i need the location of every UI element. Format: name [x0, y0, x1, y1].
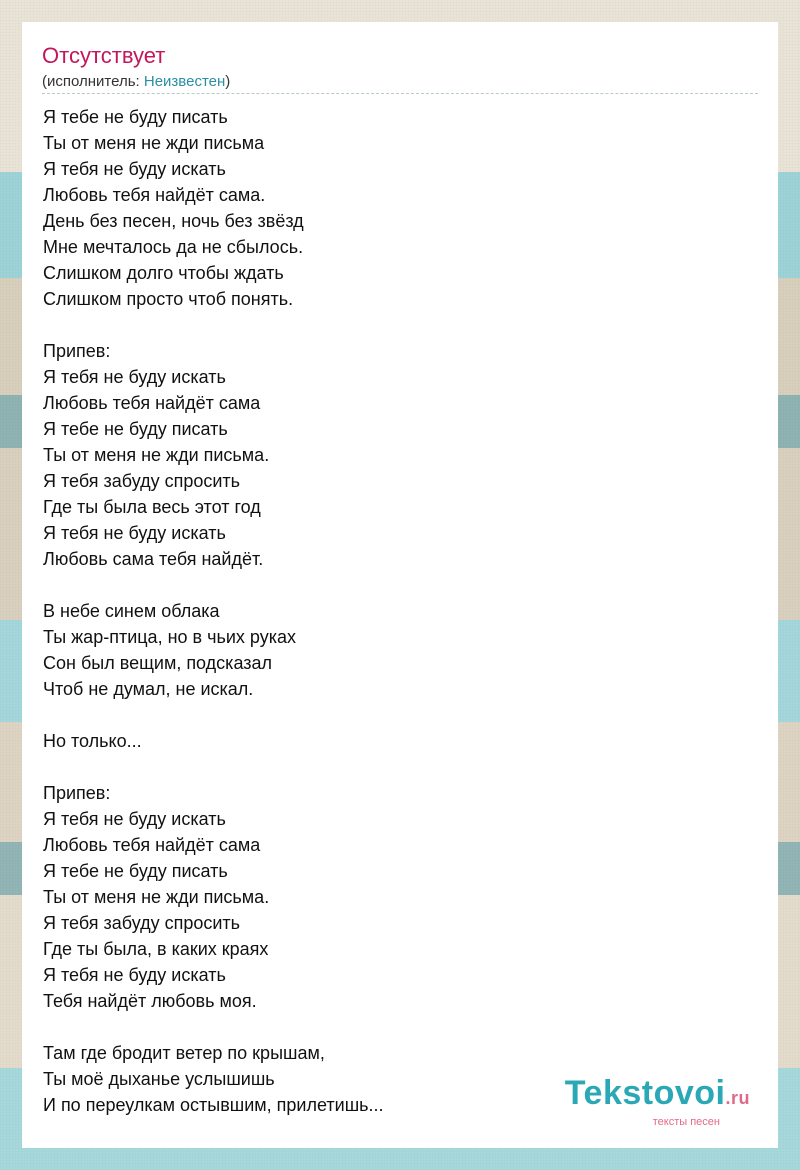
song-title: Отсутствует [42, 43, 166, 68]
lyric-line: Ты от меня не жди письма. [43, 445, 270, 465]
lyric-line: Я тебе не буду писать [43, 107, 228, 127]
stanza-gap [43, 572, 384, 598]
stanza-gap [43, 754, 384, 780]
lyric-line: Мне мечталось да не сбылось. [43, 237, 304, 257]
lyric-line: Я тебя не буду искать [43, 523, 226, 543]
performer-line [42, 72, 230, 92]
lyric-line: Я тебя забуду спросить [43, 471, 241, 491]
lyric-line: Я тебе не буду писать [43, 861, 228, 881]
lyric-line: Сон был вещим, подсказал [43, 653, 273, 673]
lyric-line: Любовь тебя найдёт сама. [43, 185, 266, 205]
logo-tld: ru [731, 1088, 750, 1108]
logo-name: Tekstovoi [564, 1074, 726, 1112]
lyric-line: Любовь тебя найдёт сама [43, 393, 261, 413]
dashed-divider [42, 93, 758, 94]
lyric-line: Слишком просто чтоб понять. [43, 289, 294, 309]
lyric-line: Я тебя не буду искать [43, 809, 226, 829]
lyric-line: Где ты была весь этот год [43, 497, 261, 517]
lyric-line: В небе синем облака [43, 601, 220, 621]
stanza-gap [43, 312, 384, 338]
lyric-line: Любовь сама тебя найдёт. [43, 549, 264, 569]
lyric-line: Но только... [43, 731, 142, 751]
performer-label: (исполнитель: [42, 73, 144, 90]
lyric-line: Ты моё дыханье услышишь [43, 1069, 275, 1089]
lyrics-text [43, 104, 384, 1118]
stanza-gap [43, 702, 384, 728]
performer-close: ) [225, 73, 231, 90]
artist-link[interactable]: Неизвестен [143, 73, 226, 90]
lyrics-card [22, 22, 778, 1148]
lyric-line: Тебя найдёт любовь моя. [43, 991, 257, 1011]
lyric-line: Ты от меня не жди письма [43, 133, 265, 153]
site-logo[interactable] [565, 1075, 750, 1128]
lyric-line: День без песен, ночь без звёзд [43, 211, 304, 231]
lyric-line: Слишком долго чтобы ждать [43, 263, 284, 283]
stanza-gap [43, 1014, 384, 1040]
lyric-line: Я тебя не буду искать [43, 367, 226, 387]
lyric-line: Я тебя забуду спросить [43, 913, 241, 933]
logo-tagline: тексты песен [652, 1116, 720, 1128]
lyric-line: Припев: [43, 341, 111, 361]
lyric-line: Ты от меня не жди письма. [43, 887, 270, 907]
lyric-line: Там где бродит ветер по крышам, [43, 1043, 325, 1063]
lyric-line: Я тебе не буду писать [43, 419, 228, 439]
lyric-line: Любовь тебя найдёт сама [43, 835, 261, 855]
logo-dot: . [725, 1088, 731, 1108]
lyric-line: И по переулкам остывшим, прилетишь... [43, 1095, 384, 1115]
lyric-line: Где ты была, в каких краях [43, 939, 269, 959]
logo-wordmark [565, 1075, 750, 1116]
lyric-line: Чтоб не думал, не искал. [43, 679, 254, 699]
lyric-line: Припев: [43, 783, 111, 803]
lyric-line: Я тебя не буду искать [43, 965, 226, 985]
lyric-line: Ты жар-птица, но в чьих руках [43, 627, 296, 647]
lyric-line: Я тебя не буду искать [43, 159, 226, 179]
